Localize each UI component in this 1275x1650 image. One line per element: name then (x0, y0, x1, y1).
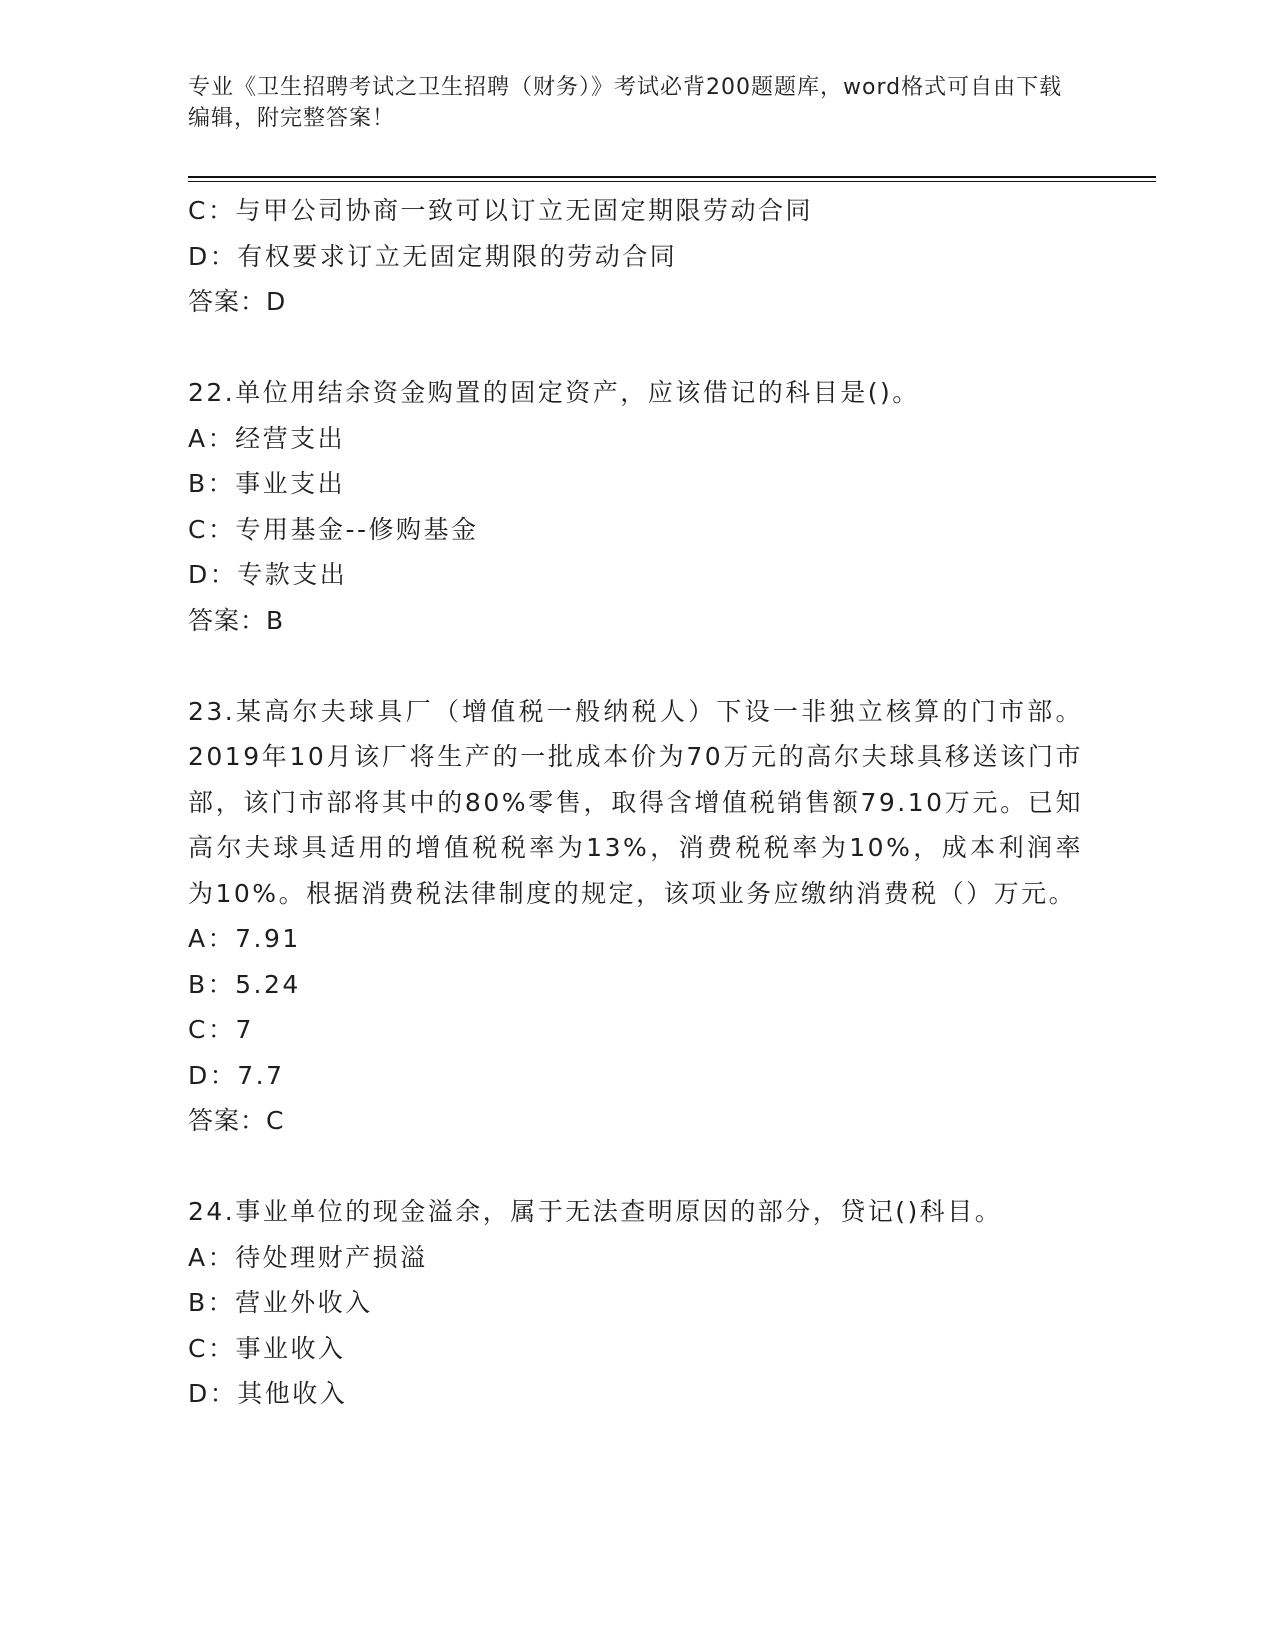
option-b: B：5.24 (188, 969, 301, 999)
answer-label: 答案：D (188, 287, 287, 316)
question-stem: 24.事业单位的现金溢余，属于无法查明原因的部分，贷记()科目。 (188, 1197, 1003, 1226)
option-c: C：7 (188, 1015, 254, 1044)
answer-label: 答案：B (188, 605, 285, 635)
question-stem: 23.某高尔夫球具厂（增值税一般纳税人）下设一非独立核算的门市部。2019年10月该厂将生产的一批成本价为70万元的高尔夫球具移送该门市部，该门市部将其中的80%零售，取得含增值税销售额79.10万元。已知高尔夫球具适用的增值税税率为13%，消费税税率为10%，成本利润率为10%。根据消费税法律制度的规定，该项业务应缴纳消费税（）万元。 (188, 696, 1083, 908)
spacer (188, 1144, 1088, 1190)
option-d: D：7.7 (188, 1060, 285, 1090)
question-24 (188, 1189, 1088, 1417)
option-c: C：事业收入 (188, 1333, 346, 1363)
option-a: A：待处理财产损溢 (188, 1242, 428, 1272)
option-a: A：经营支出 (188, 423, 346, 453)
question-list (188, 188, 1088, 1417)
header-divider-thin (188, 181, 1156, 182)
spacer (188, 643, 1088, 689)
answer-label: 答案：C (188, 1106, 285, 1135)
header-divider-thick (188, 176, 1156, 178)
question-stem: 22.单位用结余资金购置的固定资产，应该借记的科目是()。 (188, 378, 920, 407)
option-d: D：有权要求订立无固定期限的劳动合同 (188, 241, 678, 271)
option-c: C：专用基金--修购基金 (188, 514, 479, 544)
option-b: B：事业支出 (188, 469, 346, 498)
previous-question-tail (188, 188, 1088, 325)
option-b: B：营业外收入 (188, 1288, 373, 1317)
question-22 (188, 370, 1088, 643)
spacer (188, 325, 1088, 371)
option-a: A：7.91 (188, 924, 301, 953)
document-header: 专业《卫生招聘考试之卫生招聘（财务）》考试必背200题题库，word格式可自由下载编辑，附完整答案！ (188, 75, 1063, 131)
option-d: D：其他收入 (188, 1379, 348, 1408)
option-d: D：专款支出 (188, 560, 348, 589)
question-23 (188, 689, 1088, 1144)
option-c: C：与甲公司协商一致可以订立无固定期限劳动合同 (188, 196, 813, 225)
